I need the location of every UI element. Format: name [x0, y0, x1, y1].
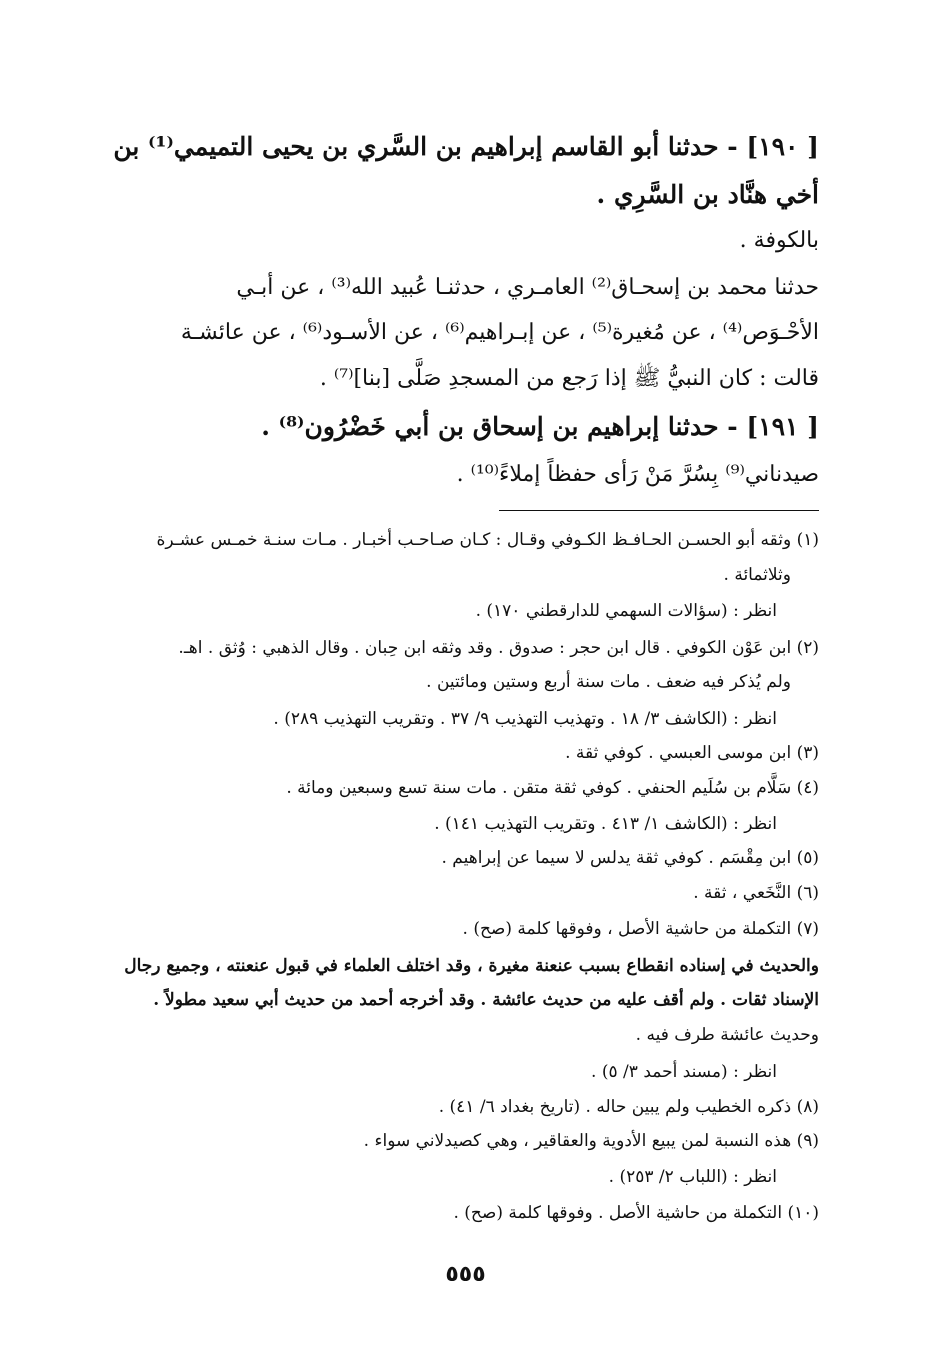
hadith-190-line-1: [ ١٩٠] - حدثنا أبو القاسم إبراهيم بن السَّري بن يحيى التميمي⁽¹⁾ بن: [113, 132, 819, 161]
page-number: ٥٥٥: [445, 1262, 486, 1287]
footnote-2-line-2: ولم يُذكر فيه ضعف . مات سنة أربع وستين ومائتين .: [426, 672, 791, 692]
footnote-7-line-4: وحديث عائشة طرف فيه .: [635, 1025, 819, 1045]
footnote-4-line-1: (٤) سَلَّام بن سُلَيم الحنفي . كوفي ثقة متقن . مات سنة تسع وسبعين ومائة .: [286, 778, 819, 798]
hadith-190-line-3: بالكوفة .: [739, 228, 819, 253]
footnote-9-line-2: انظر : (اللباب ٢/ ٢٥٣) .: [608, 1167, 777, 1187]
footnote-10: (١٠) التكملة من حاشية الأصل . وفوقها كلمة (صح) .: [453, 1203, 819, 1223]
footnote-6: (٦) النَّخَعي ، ثقة .: [693, 883, 819, 903]
footnote-7-line-3: الإسناد ثقات . ولم أقف عليه من حديث عائشة . وقد أخرجه أحمد من حديث أبي سعيد مطولاً .: [153, 990, 819, 1010]
hadith-191-line-1: [ ١٩١] - حدثنا إبراهيم بن إسحاق بن أبي خَضْرُون⁽⁸⁾ .: [261, 412, 819, 441]
hadith-190-line-2: أخي هنَّاد بن السَّرِي .: [596, 180, 819, 209]
footnote-5: (٥) ابن مِقْسَم . كوفي ثقة يدلس لا سيما عن إبراهيم .: [441, 848, 819, 868]
footnote-7-line-5: انظر : (مسند أحمد ٣/ ٥) .: [591, 1062, 777, 1082]
footnote-1-line-2: وثلاثمائة .: [723, 565, 791, 585]
footnote-8: (٨) ذكره الخطيب ولم يبين حاله . (تاريخ بغداد ٦/ ٤١) .: [438, 1097, 819, 1117]
hadith-191-line-2: صيدناني⁽⁹⁾ بِسُرَّ مَنْ رَأى حفظاً إملاءً⁽¹⁰⁾ .: [456, 462, 819, 487]
footnote-2-line-1: (٢) ابن عَوْن الكوفي . قال ابن حجر : صدوق . وقد وثقه ابن حِبان . وقال الذهبي : وُثق . اهـ.: [178, 638, 819, 658]
hadith-190-text-line-3: قالت : كان النبيُّ ﷺ إذا رَجع من المسجدِ صَلَّى [بنا]⁽⁷⁾ .: [319, 366, 819, 391]
footnote-3: (٣) ابن موسى العبسي . كوفي ثقة .: [565, 743, 819, 763]
footnote-1-line-3: انظر : (سؤالات السهمي للدارقطني ١٧٠) .: [475, 601, 777, 621]
footnote-7-line-1: (٧) التكملة من حاشية الأصل ، وفوقها كلمة (صح) .: [462, 919, 819, 939]
footnote-4-line-2: انظر : (الكاشف ١/ ٤١٣ . وتقريب التهذيب ١٤١) .: [434, 814, 777, 834]
hadith-190-text-line-2: الأحْـوَص⁽⁴⁾ ، عن مُغيرة⁽⁵⁾ ، عن إبـراهيم⁽⁶⁾ ، عن الأسـود⁽⁶⁾ ، عن عائشـة: [180, 320, 819, 345]
footnote-1-line-1: (١) وثقه أبو الحسـن الحـافـظ الكـوفي وقـال : كـان صـاحـب أخبـار . مـات سنـة خمـس عشـرة: [156, 530, 819, 550]
footnote-9-line-1: (٩) هذه النسبة لمن يبيع الأدوية والعقاقير ، وهي كصيدلاني سواء .: [363, 1131, 819, 1151]
footnote-2-line-3: انظر : (الكاشف ٣/ ١٨ . وتهذيب التهذيب ٩/ ٣٧ . وتقريب التهذيب ٢٨٩) .: [273, 709, 777, 729]
footnote-7-line-2: والحديث في إسناده انقطاع بسبب عنعنة مغيرة ، وقد اختلف العلماء في قبول عنعنته ، وجميع رجال: [124, 956, 819, 976]
footnote-separator: [499, 510, 819, 511]
hadith-190-text-line-1: حدثنا محمد بن إسحـاق⁽²⁾ العامـري ، حدثنـا عُبيد الله⁽³⁾ ، عن أبـي: [236, 275, 819, 300]
